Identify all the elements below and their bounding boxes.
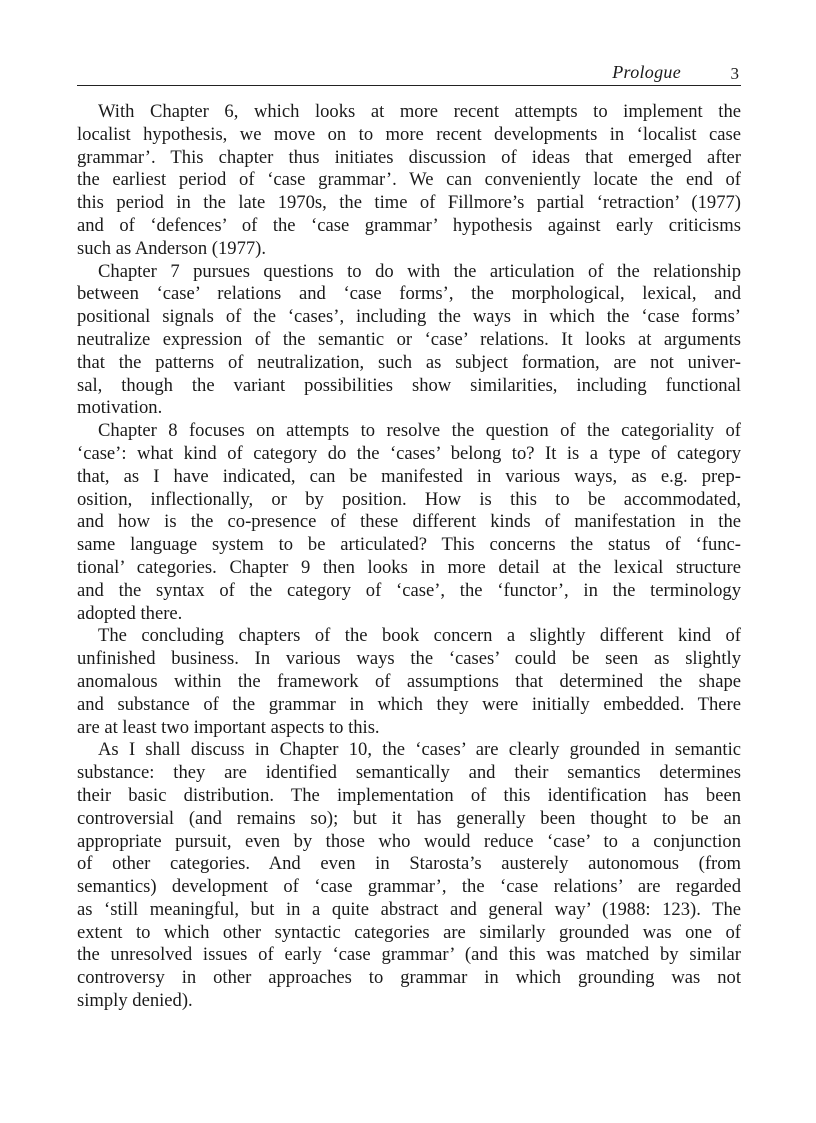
text-line: such as Anderson (1977). [77, 237, 267, 259]
paragraph [77, 101, 741, 261]
text-line: Chapter 8 focuses on attempts to resolve the question of the categoriality of [98, 420, 741, 442]
text-line: are at least two important aspects to this. [77, 716, 380, 738]
text-line: unfinished business. In various ways the ‘cases’ could be seen as slightly [77, 648, 741, 670]
text-line: their basic distribution. The implementation of this identification has been [77, 784, 741, 806]
text-line: and of ‘defences’ of the ‘case grammar’ hypothesis against early criticisms [77, 214, 741, 236]
text-line: ‘case’: what kind of category do the ‘cases’ belong to? It is a type of category [77, 442, 741, 464]
text-line: The concluding chapters of the book concern a slightly different kind of [98, 625, 741, 647]
text-line: extent to which other syntactic categories are similarly grounded was one of [77, 921, 741, 943]
running-header [77, 58, 741, 84]
text-line: and substance of the grammar in which they were initially embedded. There [77, 693, 741, 715]
page-number: 3 [730, 64, 739, 83]
body-text [77, 101, 741, 1013]
text-line: of other categories. And even in Starosta’s austerely autonomous (from [77, 853, 741, 875]
text-line: that the patterns of neutralization, such as subject formation, are not univer- [77, 351, 741, 373]
text-line: this period in the late 1970s, the time of Fillmore’s partial ‘retraction’ (1977) [77, 192, 741, 214]
text-line: neutralize expression of the semantic or ‘case’ relations. It looks at arguments [77, 328, 741, 350]
text-line: the unresolved issues of early ‘case grammar’ (and this was matched by similar [77, 944, 741, 966]
paragraph [77, 739, 741, 1013]
text-line: osition, inflectionally, or by position. How is this to be accommodated, [77, 488, 741, 510]
text-line: positional signals of the ‘cases’, including the ways in which the ‘case forms’ [77, 306, 741, 328]
text-line: same language system to be articulated? This concerns the status of ‘func- [77, 534, 741, 556]
text-line: sal, though the variant possibilities show similarities, including functional [77, 374, 741, 396]
text-line: as ‘still meaningful, but in a quite abstract and general way’ (1988: 123). The [77, 898, 741, 920]
text-line: localist hypothesis, we move on to more recent developments in ‘localist case [77, 123, 741, 145]
text-line: semantics) development of ‘case grammar’, the ‘case relations’ are regarded [77, 876, 741, 898]
text-line: that, as I have indicated, can be manifested in various ways, as e.g. prep- [77, 465, 741, 487]
text-line: Chapter 7 pursues questions to do with the articulation of the relationship [98, 260, 741, 282]
text-line: the earliest period of ‘case grammar’. We can conveniently locate the end of [77, 169, 741, 191]
text-line: anomalous within the framework of assumptions that determined the shape [77, 670, 741, 692]
paragraph [77, 625, 741, 739]
text-line: between ‘case’ relations and ‘case forms’, the morphological, lexical, and [77, 283, 741, 305]
running-title: Prologue [612, 62, 681, 82]
text-line: and how is the co-presence of these different kinds of manifestation in the [77, 511, 741, 533]
text-line: and the syntax of the category of ‘case’, the ‘functor’, in the terminology [77, 579, 741, 601]
paragraph [77, 420, 741, 625]
text-line: motivation. [77, 397, 163, 419]
text-line: tional’ categories. Chapter 9 then looks in more detail at the lexical structure [77, 556, 741, 578]
text-line: With Chapter 6, which looks at more recent attempts to implement the [98, 101, 741, 122]
text-line: controversial (and remains so); but it has generally been thought to be an [77, 807, 741, 829]
header-rule [77, 85, 741, 86]
text-line: simply denied). [77, 990, 193, 1012]
text-line: grammar’. This chapter thus initiates discussion of ideas that emerged after [77, 146, 741, 168]
text-line: appropriate pursuit, even by those who would reduce ‘case’ to a conjunction [77, 830, 741, 852]
text-line: controversy in other approaches to grammar in which grounding was not [77, 967, 741, 989]
text-line: adopted there. [77, 602, 183, 624]
text-line: substance: they are identified semantically and their semantics determines [77, 762, 741, 784]
text-line: As I shall discuss in Chapter 10, the ‘cases’ are clearly grounded in semantic [98, 739, 741, 761]
paragraph [77, 261, 741, 421]
